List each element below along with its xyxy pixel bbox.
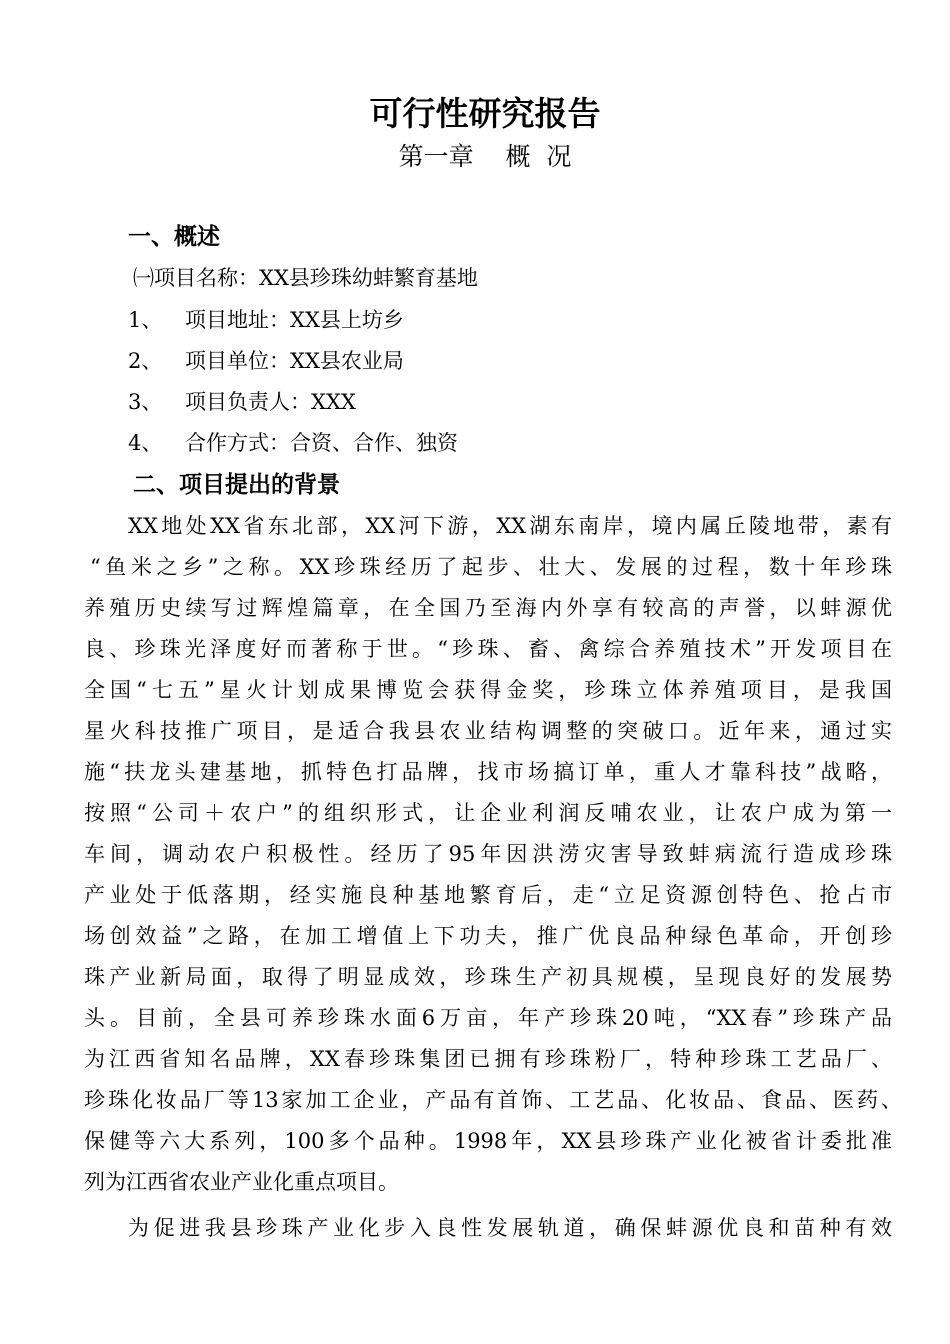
paragraph-line: 良、珍珠光泽度好而著称于世。“珍珠、畜、禽综合养殖技术”开发项目在 xyxy=(84,637,892,661)
paragraph-line: 珍珠化妆品厂等13家加工企业，产品有首饰、工艺品、化妆品、食品、医药、 xyxy=(84,1088,902,1112)
list-item xyxy=(128,428,458,458)
section-heading-overview: 一、概述 xyxy=(128,224,220,250)
paragraph-line: XX地处XX省东北部，XX河下游，XX湖东南岸，境内属丘陵地带，素有 xyxy=(128,514,892,538)
document-title: 可行性研究报告 xyxy=(369,94,601,133)
list-item-number: 4、 xyxy=(128,431,163,455)
paragraph-line: 珠产业新局面，取得了明显成效，珍珠生产初具规模，呈现良好的发展势 xyxy=(84,965,892,989)
list-item xyxy=(128,305,404,335)
paragraph-line: 全国“七五”星火计划成果博览会获得金奖，珍珠立体养殖项目，是我国 xyxy=(84,678,892,702)
paragraph-line: 按照“公司＋农户”的组织形式，让企业利润反哺农业，让农户成为第一 xyxy=(84,801,892,825)
paragraph-line: 为江西省知名品牌，XX春珍珠集团已拥有珍珠粉厂，特种珍珠工艺品厂、 xyxy=(84,1047,892,1071)
list-item xyxy=(128,387,356,417)
project-name: ㈠项目名称：XX县珍珠幼蚌繁育基地 xyxy=(133,266,478,290)
paragraph-line: 场创效益”之路，在加工增值上下功夫，推广优良品种绿色革命，开创珍 xyxy=(84,924,892,948)
list-item-text: 项目负责人：XXX xyxy=(185,390,356,414)
list-item-number: 3、 xyxy=(128,390,163,414)
paragraph-line: 养殖历史续写过辉煌篇章，在全国乃至海内外享有较高的声誉，以蚌源优 xyxy=(84,596,892,620)
paragraph-line: 施“扶龙头建基地，抓特色打品牌，找市场搞订单，重人才靠科技”战略， xyxy=(84,760,892,784)
list-item-text: 项目地址：XX县上坊乡 xyxy=(185,308,404,332)
section-heading-background: 二、项目提出的背景 xyxy=(133,472,340,498)
list-item-number: 2、 xyxy=(128,349,163,373)
paragraph-line: 星火科技推广项目，是适合我县农业结构调整的突破口。近年来，通过实 xyxy=(84,719,892,743)
paragraph-line: 保健等六大系列，100多个品种。1998年，XX县珍珠产业化被省计委批准 xyxy=(84,1129,892,1153)
paragraph-line: 列为江西省农业产业化重点项目。 xyxy=(84,1170,399,1194)
paragraph-line: “鱼米之乡”之称。XX珍珠经历了起步、壮大、发展的过程，数十年珍珠 xyxy=(90,555,892,579)
list-item-text: 合作方式：合资、合作、独资 xyxy=(185,431,458,455)
paragraph-line: 头。目前，全县可养珍珠水面6万亩，年产珍珠20吨，“XX春”珍珠产品 xyxy=(84,1006,892,1030)
paragraph-line: 产业处于低落期，经实施良种基地繁育后，走“立足资源创特色、抢占市 xyxy=(84,883,892,907)
list-item-text: 项目单位：XX县农业局 xyxy=(185,349,404,373)
list-item xyxy=(128,346,404,376)
paragraph-line: 为促进我县珍珠产业化步入良性发展轨道，确保蚌源优良和苗种有效 xyxy=(128,1216,892,1240)
chapter-title: 第一章 概 况 xyxy=(398,142,572,171)
paragraph-line: 车间，调动农户积极性。经历了95年因洪涝灾害导致蚌病流行造成珍珠 xyxy=(84,842,892,866)
list-item-number: 1、 xyxy=(128,308,163,332)
